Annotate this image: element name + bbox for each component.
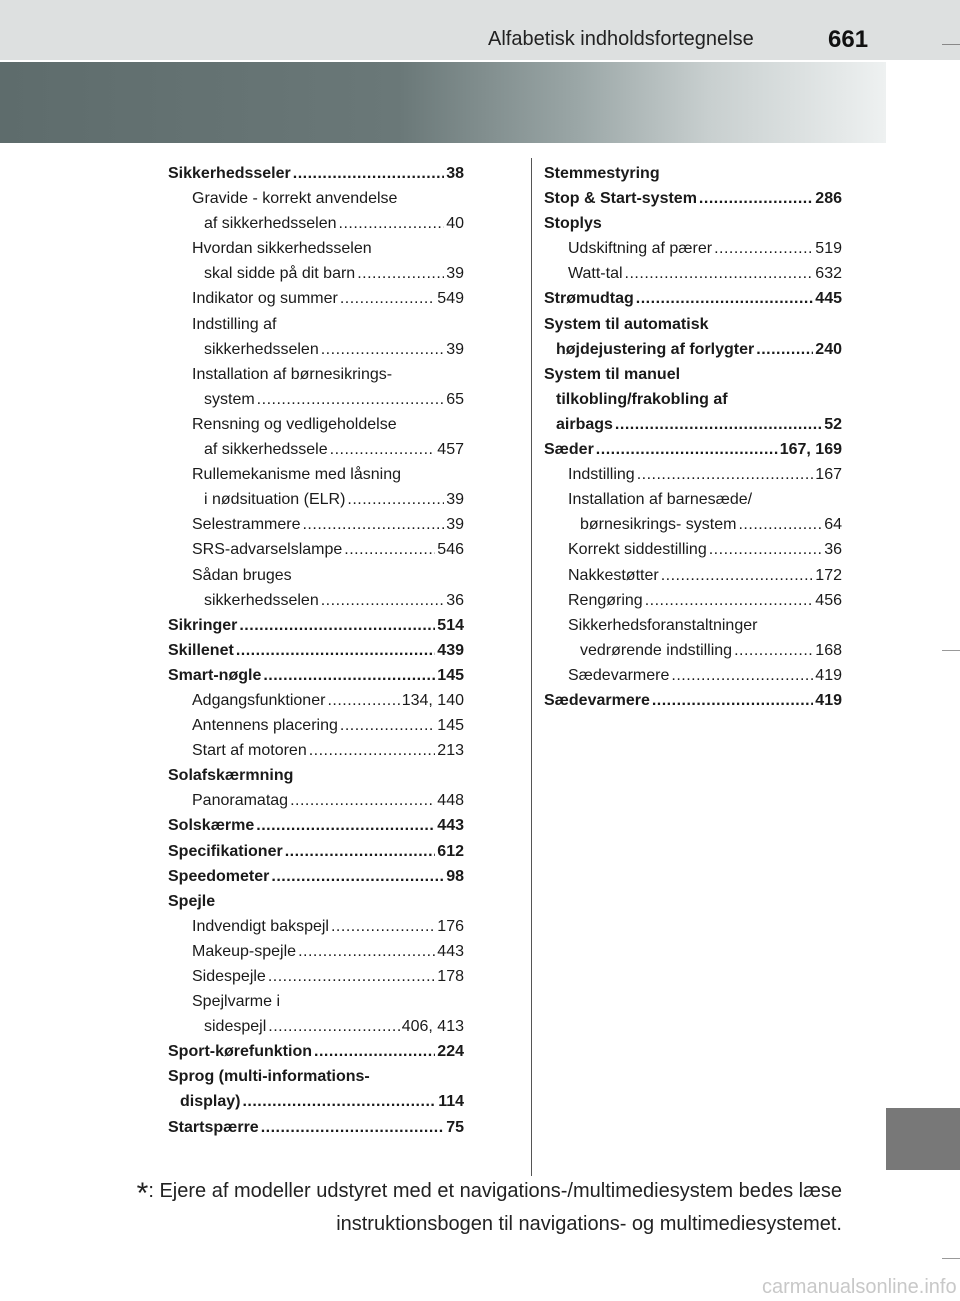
index-column-left [168, 161, 464, 1140]
entry-text: System til manuel [544, 365, 681, 383]
entry-page: 98 [446, 867, 464, 885]
footnote-asterisk: * [136, 1177, 149, 1210]
dot-leader [637, 462, 814, 487]
index-entry [168, 839, 464, 864]
index-entry [168, 563, 464, 588]
dot-leader [734, 638, 813, 663]
dot-leader [625, 261, 814, 286]
entry-text: vedrørende indstilling [580, 641, 733, 659]
entry-page: 439 [437, 641, 464, 659]
index-entry [544, 638, 842, 663]
index-entry [168, 939, 464, 964]
dot-leader [268, 1014, 399, 1039]
index-entry [168, 186, 464, 211]
entry-text: Sådan bruges [192, 566, 292, 584]
entry-text: Rengøring [568, 591, 643, 609]
dot-leader [309, 738, 436, 763]
index-entry [168, 412, 464, 437]
entry-page: 519 [815, 240, 842, 258]
entry-page: 549 [437, 290, 464, 308]
dot-leader [236, 638, 435, 663]
index-entry [168, 1064, 464, 1089]
entry-text: Udskiftning af pærer [568, 240, 713, 258]
index-entry [168, 889, 464, 914]
dot-leader [347, 487, 444, 512]
dot-leader [357, 261, 444, 286]
index-entry [168, 211, 464, 236]
index-entry [168, 236, 464, 261]
footnote-line-2: instruktionsbogen til navigations- og multimediesystemet. [336, 1213, 842, 1235]
index-column-right [544, 161, 842, 713]
index-entry [544, 211, 842, 236]
index-entry [168, 286, 464, 311]
entry-page: 145 [437, 717, 464, 735]
entry-text: af sikkerhedssele [204, 441, 328, 459]
entry-page: 39 [446, 516, 464, 534]
entry-page: 145 [437, 666, 464, 684]
index-entry [168, 537, 464, 562]
entry-page: 65 [446, 390, 464, 408]
index-entry [168, 487, 464, 512]
crop-mark [942, 1258, 960, 1259]
dot-leader [340, 713, 435, 738]
index-entry [544, 412, 842, 437]
dot-leader [298, 939, 435, 964]
page-number: 661 [828, 26, 869, 53]
dot-leader [339, 211, 445, 236]
dot-leader [756, 337, 813, 362]
dot-leader [242, 1089, 436, 1114]
entry-text: i nødsituation (ELR) [204, 491, 346, 509]
entry-text: Specifikationer [168, 842, 283, 860]
entry-page: 36 [446, 591, 464, 609]
index-entry [544, 186, 842, 211]
entry-text: Sprog (multi-informations- [168, 1068, 370, 1086]
index-entry [168, 788, 464, 813]
entry-text: display) [180, 1093, 241, 1111]
entry-page: 176 [437, 917, 464, 935]
dot-leader [327, 688, 399, 713]
entry-text: SRS-advarselslampe [192, 541, 343, 559]
entry-text: højdejustering af forlygter [556, 340, 755, 358]
entry-page: 457 [437, 441, 464, 459]
entry-text: Sikkerhedsforanstaltninger [568, 616, 758, 634]
index-entry [168, 713, 464, 738]
page-title: Alfabetisk indholdsfortegnelse [488, 28, 754, 50]
entry-text: Installation af barnesæde/ [568, 491, 753, 509]
index-entry [168, 914, 464, 939]
dot-leader [330, 437, 436, 462]
entry-text: Stop & Start-system [544, 190, 697, 208]
watermark: carmanualsonline.info [762, 1276, 957, 1298]
dot-leader [738, 512, 822, 537]
index-entry [168, 613, 464, 638]
entry-text: Indstilling af [192, 315, 277, 333]
entry-text: Sikringer [168, 616, 238, 634]
entry-text: Stemmestyring [544, 165, 660, 182]
entry-text: Antennens placering [192, 717, 338, 735]
dot-leader [271, 864, 444, 889]
index-entry [544, 487, 842, 512]
entry-text: sikkerhedsselen [204, 591, 319, 609]
footnote-line-1 [0, 1176, 842, 1209]
index-entry [168, 813, 464, 838]
entry-text: Strømudtag [544, 290, 634, 308]
dot-leader [714, 236, 813, 261]
index-entry [168, 864, 464, 889]
entry-text: Indikator og summer [192, 290, 338, 308]
entry-page: 178 [437, 968, 464, 985]
entry-page: 224 [437, 1043, 464, 1061]
entry-text: tilkobling/frakobling af [556, 390, 728, 408]
index-entry [168, 387, 464, 412]
entry-text: system [204, 390, 255, 408]
entry-page: 240 [815, 340, 842, 358]
index-entry [168, 462, 464, 487]
entry-text: skal sidde på dit barn [204, 265, 356, 283]
entry-page: 546 [437, 541, 464, 559]
entry-page: 40 [446, 215, 464, 233]
dot-leader [285, 839, 436, 864]
index-entry [544, 312, 842, 337]
index-entry [168, 663, 464, 688]
index-entry [168, 437, 464, 462]
entry-text: Solskærme [168, 817, 255, 835]
entry-page: 445 [815, 290, 842, 308]
index-entry [168, 588, 464, 613]
dot-leader [709, 537, 822, 562]
dot-leader [290, 788, 435, 813]
entry-page: 419 [815, 691, 842, 709]
index-entry [544, 261, 842, 286]
entry-page: 419 [815, 666, 842, 684]
dot-leader [268, 964, 435, 989]
index-entry [544, 512, 842, 537]
entry-text: Nakkestøtter [568, 566, 659, 584]
index-entry [544, 588, 842, 613]
dot-leader [652, 688, 813, 713]
entry-page: 286 [815, 190, 842, 208]
entry-page: 448 [437, 792, 464, 810]
entry-text: af sikkerhedsselen [204, 215, 337, 233]
entry-page: 213 [437, 742, 464, 760]
entry-page: 514 [437, 616, 464, 634]
footnote [0, 1176, 842, 1239]
dot-leader [263, 663, 435, 688]
entry-page: 632 [815, 265, 842, 283]
entry-text: Hvordan sikkerhedsselen [192, 240, 372, 258]
entry-page: 52 [824, 415, 842, 433]
entry-page: 64 [824, 516, 842, 534]
entry-page: 443 [437, 817, 464, 835]
entry-text: Startspærre [168, 1118, 259, 1136]
entry-text: Rensning og vedligeholdelse [192, 415, 397, 433]
entry-text: Makeup-spejle [192, 942, 297, 960]
index-entry [168, 1115, 464, 1140]
entry-text: Panoramatag [192, 792, 289, 810]
index-entry [168, 688, 464, 713]
entry-page: 167 [815, 466, 842, 484]
index-entry [168, 512, 464, 537]
index-entry [544, 537, 842, 562]
dot-leader [699, 186, 813, 211]
chapter-tab [886, 1108, 960, 1170]
entry-text: Stoplys [544, 215, 602, 233]
entry-text: sikkerhedsselen [204, 340, 319, 358]
index-entry [544, 688, 842, 713]
index-entry [168, 763, 464, 788]
entry-text: Start af motoren [192, 742, 307, 760]
entry-page: 612 [437, 842, 464, 860]
index-entry [544, 663, 842, 688]
section-banner [0, 62, 886, 143]
index-entry [168, 261, 464, 286]
index-entry [544, 362, 842, 387]
entry-page: 39 [446, 265, 464, 283]
entry-text: Gravide - korrekt anvendelse [192, 190, 398, 208]
crop-mark [942, 650, 960, 651]
entry-text: Sædevarmere [568, 666, 670, 684]
index-entry [544, 437, 842, 462]
entry-text: Installation af børnesikrings- [192, 365, 393, 383]
entry-text: sidespejl [204, 1018, 267, 1036]
index-entry [168, 1014, 464, 1039]
entry-text: Korrekt siddestilling [568, 541, 707, 559]
entry-text: børnesikrings- system [580, 516, 737, 534]
entry-text: airbags [556, 415, 613, 433]
index-entry [168, 738, 464, 763]
index-entry [168, 1089, 464, 1114]
index-entry [544, 337, 842, 362]
index-entry [168, 638, 464, 663]
dot-leader [302, 512, 444, 537]
entry-text: Speedometer [168, 867, 270, 885]
dot-leader [321, 337, 444, 362]
entry-page: 39 [446, 340, 464, 358]
dot-leader [340, 286, 435, 311]
entry-page: 36 [824, 541, 842, 559]
index-entry [544, 563, 842, 588]
entry-page: 134, 140 [401, 691, 464, 709]
header-bar [0, 0, 960, 60]
entry-text: Spejle [168, 892, 216, 910]
dot-leader [293, 161, 444, 186]
index-entry [168, 964, 464, 989]
entry-text: Indvendigt bakspejl [192, 917, 329, 935]
dot-leader [331, 914, 435, 939]
entry-page: 168 [815, 641, 842, 659]
index-entry [168, 1039, 464, 1064]
entry-text: Smart-nøgle [168, 666, 262, 684]
entry-text: Selestrammere [192, 516, 301, 534]
entry-page: 172 [815, 566, 842, 584]
entry-text: Skillenet [168, 641, 234, 659]
entry-text: Sport-kørefunktion [168, 1043, 312, 1061]
dot-leader [261, 1115, 445, 1140]
footnote-text-1: : Ejere af modeller udstyret med et navigations-/multimediesystem bedes læse [148, 1180, 842, 1202]
dot-leader [344, 537, 435, 562]
dot-leader [321, 588, 444, 613]
index-entry [544, 613, 842, 638]
dot-leader [256, 813, 435, 838]
entry-page: 38 [446, 165, 464, 182]
index-entry [544, 161, 842, 186]
index-entry [168, 312, 464, 337]
entry-text: Sæder [544, 441, 594, 459]
index-entry [544, 286, 842, 311]
entry-page: 114 [438, 1093, 464, 1111]
dot-leader [257, 387, 445, 412]
entry-text: Sikkerhedsseler [168, 165, 291, 182]
entry-page: 39 [446, 491, 464, 509]
entry-text: Watt-tal [568, 265, 623, 283]
entry-text: Sædevarmere [544, 691, 650, 709]
index-entry [168, 161, 464, 186]
dot-leader [239, 613, 435, 638]
index-entry [544, 462, 842, 487]
dot-leader [615, 412, 822, 437]
index-entry [168, 362, 464, 387]
entry-page: 456 [815, 591, 842, 609]
crop-mark [942, 44, 960, 45]
dot-leader [661, 563, 814, 588]
dot-leader [645, 588, 814, 613]
entry-text: Solafskærmning [168, 767, 294, 785]
index-entry [544, 236, 842, 261]
entry-page: 406, 413 [401, 1018, 464, 1036]
entry-page: 75 [446, 1118, 464, 1136]
index-entry [168, 989, 464, 1014]
entry-text: Rullemekanisme med låsning [192, 466, 401, 484]
entry-text: System til automatisk [544, 315, 709, 333]
dot-leader [671, 663, 813, 688]
index-entry [168, 337, 464, 362]
entry-text: Indstilling [568, 466, 635, 484]
entry-page: 443 [437, 942, 464, 960]
dot-leader [314, 1039, 435, 1064]
index-entry [544, 387, 842, 412]
entry-page: 167, 169 [779, 441, 842, 459]
dot-leader [636, 286, 814, 311]
entry-text: Sidespejle [192, 968, 266, 985]
entry-text: Spejlvarme i [192, 993, 281, 1011]
entry-text: Adgangsfunktioner [192, 691, 326, 709]
column-divider [531, 158, 532, 1176]
dot-leader [596, 437, 778, 462]
